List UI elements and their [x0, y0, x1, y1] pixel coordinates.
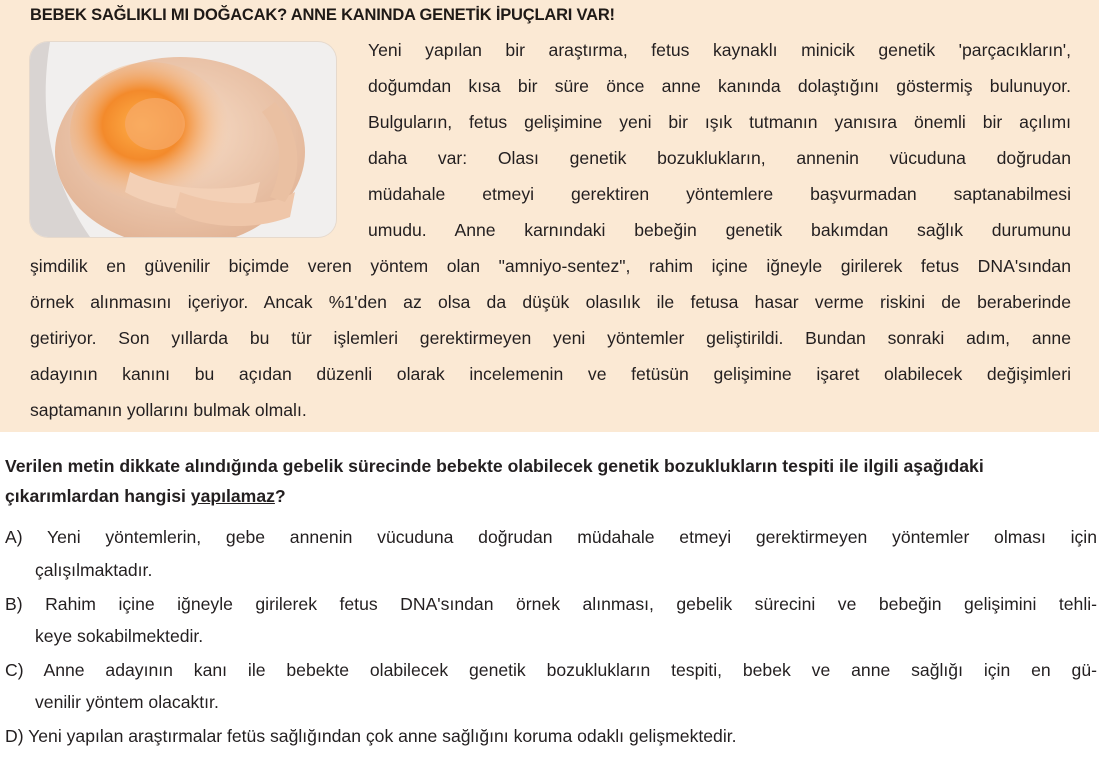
question-emphasis: yapılamaz [190, 486, 275, 506]
option-a-line2[interactable]: çalışılmaktadır. [35, 560, 153, 580]
passage-line: Bulguların, fetus gelişimine yeni bir ışık tutmanın yanısıra önemli bir açılımı [368, 112, 1071, 132]
option-c-line1[interactable]: C) Anne adayının kanı ile bebekte olabilecek genetik bozuklukların tespiti, bebek ve anne sağlığı için en gü- [5, 660, 1097, 680]
option-d-line1[interactable]: D) Yeni yapılan araştırmalar fetüs sağlığından çok anne sağlığını koruma odaklı gelişmektedir. [5, 726, 737, 746]
passage-line: saptamanın yollarını bulmak olmalı. [30, 400, 307, 420]
option-b-line1[interactable]: B) Rahim içine iğneyle girilerek fetus DNA'sından örnek alınması, gebelik sürecini ve bebeğin gelişimini tehli- [5, 594, 1097, 614]
option-a-line1[interactable]: A) Yeni yöntemlerin, gebe annenin vücuduna doğrudan müdahale etmeyi gerektirmeyen yöntemler olması için [5, 527, 1097, 547]
question-stem [5, 451, 1097, 511]
passage-line: Yeni yapılan bir araştırma, fetus kaynaklı minicik genetik 'parçacıkların', [368, 40, 1071, 60]
passage-line: getiriyor. Son yıllarda bu tür işlemleri gerektirmeyen yeni yöntemler geliştirildi. Bundan sonraki adım, anne [30, 328, 1071, 348]
passage-line: daha var: Olası genetik bozuklukların, annenin vücuduna doğrudan [368, 148, 1071, 168]
question-text: Verilen metin dikkate alındığında gebelik sürecinde bebekte olabilecek genetik bozuklukların tespiti ile ilgili aşağıdaki çıkarımlardan hangisi [5, 456, 984, 506]
passage-line: umudu. Anne karnındaki bebeğin genetik bakımdan sağlık durumunu [368, 220, 1071, 240]
pregnancy-illustration [30, 42, 336, 237]
passage-title: BEBEK SAĞLIKLI MI DOĞACAK? ANNE KANINDA GENETİK İPUÇLARI VAR! [30, 6, 615, 24]
passage-line: şimdilik en güvenilir biçimde veren yöntem olan "amniyo-sentez", rahim içine iğneyle girilerek fetus DNA'sından [30, 256, 1071, 276]
question-mark: ? [274, 486, 286, 506]
passage-line: örnek alınmasını içeriyor. Ancak %1'den az olsa da düşük olasılık ile fetusa hasar verme riskini de beraberinde [30, 292, 1071, 312]
passage-line: müdahale etmeyi gerektiren yöntemlere başvurmadan saptanabilmesi [368, 184, 1071, 204]
passage-line: adayının kanını bu açıdan düzenli olarak incelemenin ve fetüsün gelişimine işaret olabilecek değişimleri [30, 364, 1071, 384]
passage-line: doğumdan kısa bir süre önce anne kanında dolaştığını göstermiş bulunuyor. [368, 76, 1071, 96]
option-b-line2[interactable]: keye sokabilmektedir. [35, 626, 204, 646]
option-c-line2[interactable]: venilir yöntem olacaktır. [35, 692, 219, 712]
pregnant-belly-photo [30, 42, 336, 237]
